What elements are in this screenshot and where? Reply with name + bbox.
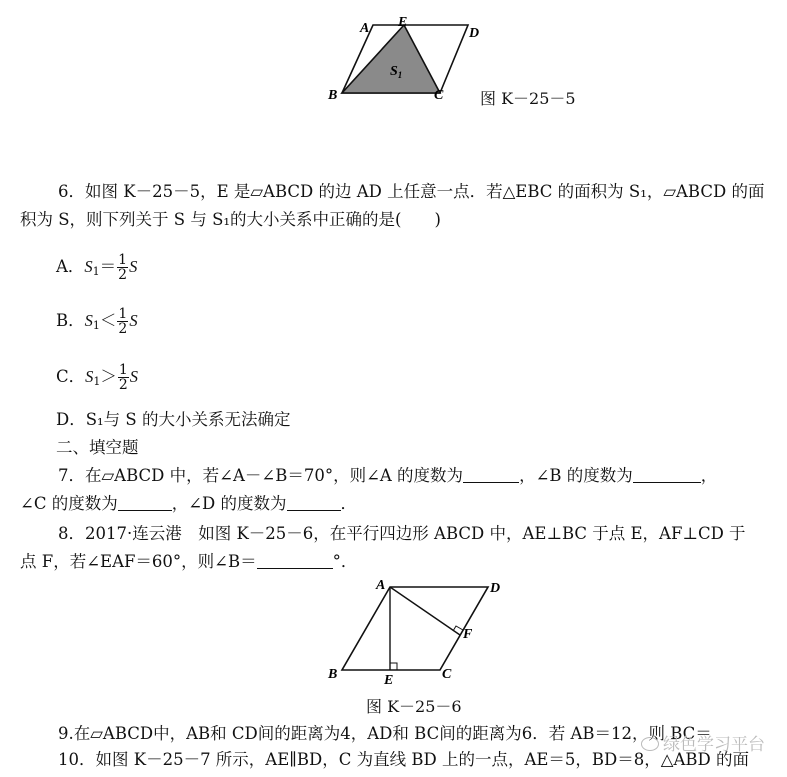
- label-b: B: [328, 88, 338, 103]
- q6-line2: 积为 S，则下列关于 S 与 S₁的大小关系中正确的是( ): [20, 210, 441, 229]
- q7-line2: ∠C 的度数为 ，∠D 的度数为 ．: [20, 494, 358, 513]
- q6-line1: 6．如图 K－25－5，E 是▱ABCD 的边 AD 上任意一点．若△EBC 的面积为 S₁，▱ABCD 的面: [58, 182, 765, 201]
- label-a2: A: [376, 578, 386, 593]
- right-angle-e: [390, 663, 397, 670]
- q6-option-b: B．$S_1<$ $\frac{1}{2}$ S: [56, 306, 138, 337]
- figure5-caption: 图 K－25－5: [480, 89, 576, 108]
- label-e2: E: [384, 673, 394, 688]
- label-s1: $S_1$: [390, 64, 403, 80]
- label-c: C: [434, 88, 444, 103]
- label-f2: F: [463, 627, 473, 642]
- q6-option-c: C．$S_1>$ $\frac{1}{2}$ S: [56, 362, 139, 393]
- segment-af: [390, 587, 460, 635]
- q10-line: 10．如图 K－25－7 所示，AE∥BD，C 为直线 BD 上的一点，AE＝5，BD＝8，△ABD 的面: [58, 750, 749, 769]
- section-fill-in: 二、填空题: [56, 438, 139, 457]
- q6-option-a: A．$S_1=$ $\frac{1}{2}$ S: [56, 252, 138, 283]
- figure6-caption: 图 K－25－6: [366, 697, 462, 716]
- label-d: D: [469, 26, 480, 41]
- q7-line1: 7．在▱ABCD 中，若∠A－∠B＝70°，则∠A 的度数为 ，∠B 的度数为 ，: [58, 466, 718, 485]
- figure-k-25-5: [320, 15, 480, 105]
- label-e: E: [398, 15, 408, 30]
- q9-line: 9.在▱ABCD中，AB和 CD间的距离为4，AD和 BC间的距离为6．若 AB＝12，则 BC＝: [58, 724, 712, 743]
- label-c2: C: [442, 667, 452, 682]
- label-a: A: [360, 21, 370, 36]
- q6-option-d: D．S₁与 S 的大小关系无法确定: [56, 410, 291, 429]
- right-angle-f: [453, 626, 463, 631]
- label-b2: B: [328, 667, 338, 682]
- figure-k-25-6: [320, 575, 520, 688]
- watermark: 绿色学习平台: [641, 730, 765, 755]
- q8-line2: 点 F，若∠EAF＝60°，则∠B＝ °．: [20, 552, 358, 571]
- q8-line1: 8．2017·连云港 如图 K－25－6，在平行四边形 ABCD 中，AE⊥BC 于点 E，AF⊥CD 于: [58, 524, 746, 543]
- label-d2: D: [490, 581, 501, 596]
- wechat-icon: [641, 737, 659, 751]
